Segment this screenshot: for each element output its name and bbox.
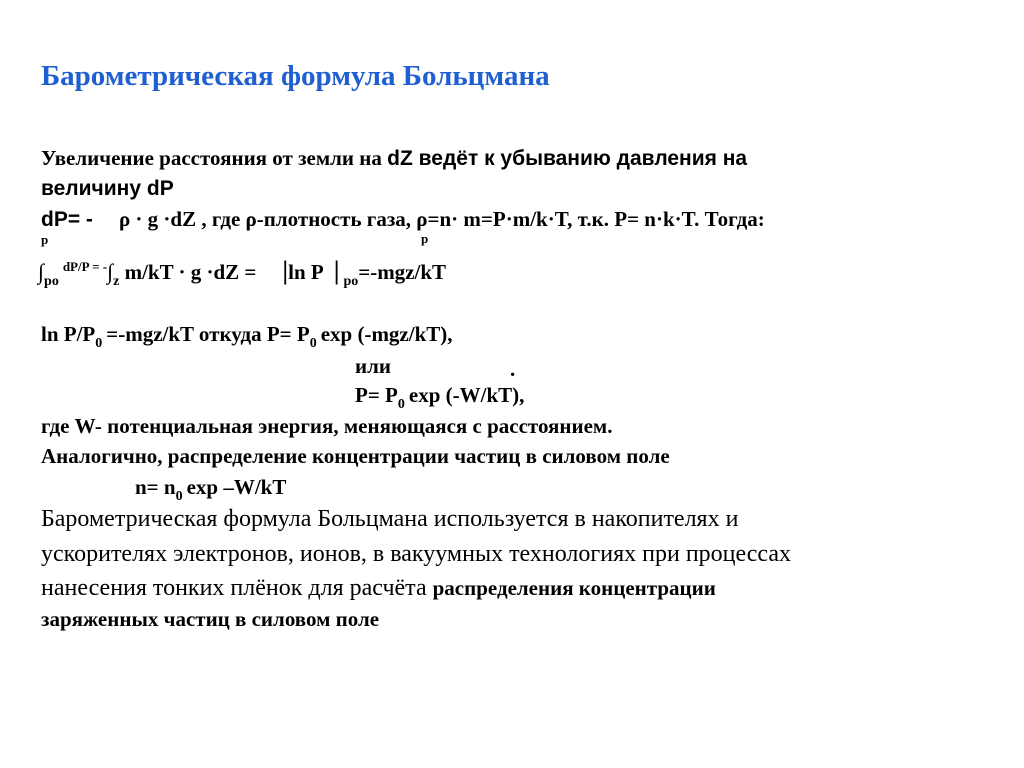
line4-z: z (113, 274, 120, 289)
line4-bar1: | (282, 256, 289, 285)
line1-text-b: dZ ведёт к убыванию давления на (387, 147, 748, 170)
line10-sub: 0 (175, 489, 183, 504)
line4-text-b: m/kT · g ·dZ = (119, 260, 257, 284)
text-line-3 (41, 207, 765, 232)
text-line-8: где W- потенциальная энергия, меняющаяся с расстоянием. (41, 414, 613, 438)
line4-lnp: ln P (288, 260, 324, 284)
text-line-4 (38, 256, 446, 290)
decorative-dot: . (510, 357, 516, 381)
para-line3-bold: распределения концентрации (432, 576, 716, 600)
line4-po1: po (44, 274, 59, 289)
page-title: Барометрическая формула Больцмана (41, 60, 550, 92)
text-line-7 (355, 383, 524, 413)
line10-text-b: exp –W/kT (186, 475, 287, 499)
line1-text-a: Увеличение расстояния от земли на (41, 146, 388, 170)
text-line-1 (41, 146, 747, 171)
text-line-10 (135, 475, 286, 505)
line7-sub: 0 (397, 397, 405, 412)
paragraph-line-1: Барометрическая формула Больцмана используется в накопителях и (41, 506, 739, 532)
text-line-5 (41, 322, 453, 352)
line10-text-a: n= n (135, 475, 176, 499)
line5-sub-1: 0 (95, 336, 103, 351)
paragraph-line-4: заряженных частиц в силовом поле (41, 607, 380, 631)
line7-text-a: P= P (355, 383, 398, 407)
integral-sign-1: ∫ (38, 259, 45, 284)
line4-frac: dP/P = - (62, 259, 108, 274)
line7-text-b: exp (-W/kT), (408, 383, 525, 407)
text-line-2: величину dP (41, 177, 174, 200)
line4-po2: po (343, 274, 359, 289)
para-line3-plain: нанесения тонких плёнок для расчёта (41, 575, 433, 601)
text-line-9: Аналогично, распределение концентрации частиц в силовом поле (41, 444, 670, 468)
line3-p1: p (41, 232, 49, 247)
text-line-6: или (355, 354, 391, 378)
line5-text-c: exp (-mgz/kT), (320, 322, 453, 346)
paragraph-line-2: ускорителях электронов, ионов, в вакуумных технологиях при процессах (41, 541, 791, 567)
line3-p2: p (421, 231, 429, 246)
line4-bar2: | (333, 256, 340, 285)
line5-text-a: ln P/P (41, 322, 96, 346)
integral-sign-2: ∫ (107, 259, 114, 284)
paragraph-line-3 (41, 575, 716, 602)
line5-sub-2: 0 (309, 336, 317, 351)
line3-text-b: ρ · g ·dZ , где ρ-плотность газа, ρ=n· m=P·m/k·T, т.к. P= n·k·T. Тогда: (118, 207, 765, 231)
line3-text-a: dP= - (41, 208, 93, 231)
line5-text-b: =-mgz/kT откуда P= P (106, 322, 310, 346)
line4-res: =-mgz/kT (358, 260, 447, 284)
